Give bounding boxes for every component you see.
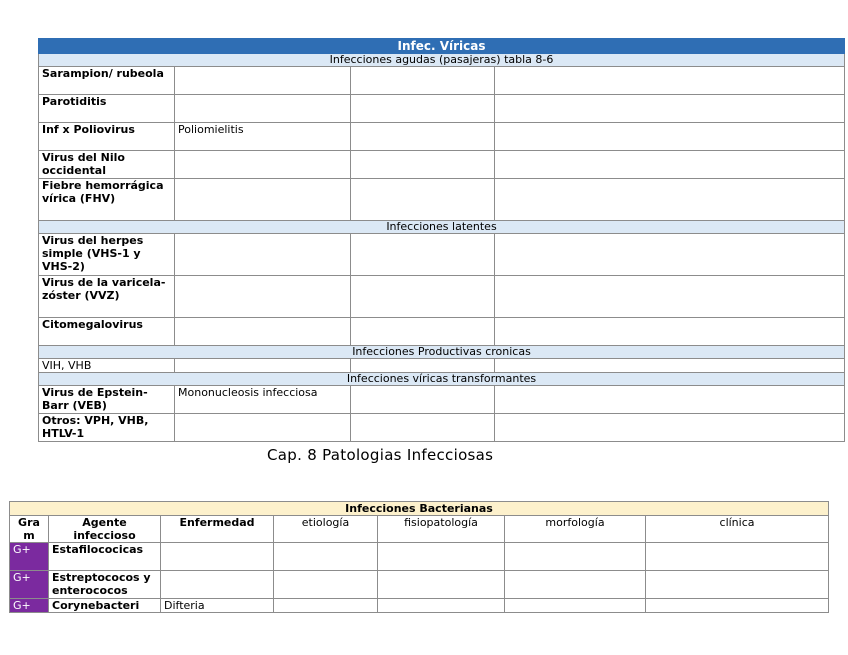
disease-cell: [175, 359, 351, 373]
bacterial-table-title: Infecciones Bacterianas: [10, 502, 829, 516]
agent-name: Corynebacteri: [49, 599, 161, 613]
empty-cell: [351, 179, 495, 221]
empty-cell: [378, 571, 505, 599]
empty-cell: [351, 414, 495, 442]
disease-cell: [161, 543, 274, 571]
bacterial-row: [10, 571, 829, 599]
empty-cell: [351, 67, 495, 95]
viral-table-title: Infec. Víricas: [39, 39, 845, 54]
empty-cell: [495, 123, 845, 151]
virus-name: Sarampion/ rubeola: [39, 67, 175, 95]
virus-name: Parotiditis: [39, 95, 175, 123]
empty-cell: [495, 414, 845, 442]
empty-cell: [495, 318, 845, 346]
empty-cell: [274, 571, 378, 599]
viral-section-header: [39, 221, 845, 234]
viral-row: [39, 179, 845, 221]
empty-cell: [646, 543, 829, 571]
section-heading: Infecciones agudas (pasajeras) tabla 8-6: [39, 54, 845, 67]
header-disease: Enfermedad: [161, 516, 274, 543]
disease-cell: [175, 234, 351, 276]
empty-cell: [351, 123, 495, 151]
empty-cell: [495, 67, 845, 95]
virus-name: Virus de Epstein-Barr (VEB): [39, 386, 175, 414]
gram-badge: G+: [10, 599, 49, 613]
virus-name: Inf x Poliovirus: [39, 123, 175, 151]
viral-row: [39, 359, 845, 373]
virus-name: Virus de la varicela-zóster (VVZ): [39, 276, 175, 318]
empty-cell: [378, 543, 505, 571]
bacterial-row: [10, 543, 829, 571]
viral-row: [39, 151, 845, 179]
virus-name: Virus del herpes simple (VHS-1 y VHS-2): [39, 234, 175, 276]
empty-cell: [505, 571, 646, 599]
empty-cell: [495, 151, 845, 179]
disease-cell: [175, 318, 351, 346]
viral-section-header: [39, 346, 845, 359]
empty-cell: [646, 599, 829, 613]
disease-cell: [175, 414, 351, 442]
header-clinical: clínica: [646, 516, 829, 543]
section-heading: Infecciones latentes: [39, 221, 845, 234]
disease-cell: [161, 571, 274, 599]
viral-row: [39, 234, 845, 276]
gram-badge: G+: [10, 571, 49, 599]
disease-cell: Poliomielitis: [175, 123, 351, 151]
disease-cell: [175, 276, 351, 318]
viral-row: [39, 123, 845, 151]
empty-cell: [505, 599, 646, 613]
agent-name: Estafilococicas: [49, 543, 161, 571]
empty-cell: [495, 276, 845, 318]
bacterial-infections-table: [9, 501, 829, 613]
viral-row: [39, 276, 845, 318]
empty-cell: [351, 151, 495, 179]
empty-cell: [351, 234, 495, 276]
viral-row: [39, 318, 845, 346]
empty-cell: [646, 571, 829, 599]
empty-cell: [274, 543, 378, 571]
virus-name: Citomegalovirus: [39, 318, 175, 346]
empty-cell: [495, 359, 845, 373]
empty-cell: [351, 318, 495, 346]
empty-cell: [495, 386, 845, 414]
bacterial-row: [10, 599, 829, 613]
virus-name: Otros: VPH, VHB, HTLV-1: [39, 414, 175, 442]
empty-cell: [495, 179, 845, 221]
viral-section-header: [39, 54, 845, 67]
viral-row: [39, 386, 845, 414]
viral-section-header: [39, 373, 845, 386]
virus-name: Fiebre hemorrágica vírica (FHV): [39, 179, 175, 221]
empty-cell: [378, 599, 505, 613]
disease-cell: [175, 179, 351, 221]
bacterial-header-row: [10, 516, 829, 543]
viral-title-row: [39, 39, 845, 54]
empty-cell: [351, 276, 495, 318]
header-agent: Agente infeccioso: [49, 516, 161, 543]
chapter-caption: Cap. 8 Patologias Infecciosas: [267, 446, 494, 464]
disease-cell: [175, 151, 351, 179]
bacterial-title-row: [10, 502, 829, 516]
disease-cell: [175, 95, 351, 123]
header-etiology: etiología: [274, 516, 378, 543]
empty-cell: [495, 234, 845, 276]
empty-cell: [495, 95, 845, 123]
header-gram: Gra m: [10, 516, 49, 543]
section-heading: Infecciones Productivas cronicas: [39, 346, 845, 359]
disease-cell: [175, 67, 351, 95]
virus-name: VIH, VHB: [39, 359, 175, 373]
section-heading: Infecciones víricas transformantes: [39, 373, 845, 386]
virus-name: Virus del Nilo occidental: [39, 151, 175, 179]
empty-cell: [505, 543, 646, 571]
empty-cell: [274, 599, 378, 613]
disease-cell: Difteria: [161, 599, 274, 613]
viral-infections-table: [38, 38, 845, 442]
viral-row: [39, 95, 845, 123]
disease-cell: Mononucleosis infecciosa: [175, 386, 351, 414]
header-pathophysiology: fisiopatología: [378, 516, 505, 543]
header-morphology: morfología: [505, 516, 646, 543]
viral-row: [39, 67, 845, 95]
gram-badge: G+: [10, 543, 49, 571]
viral-row: [39, 414, 845, 442]
empty-cell: [351, 95, 495, 123]
agent-name: Estreptococos y enterococos: [49, 571, 161, 599]
empty-cell: [351, 359, 495, 373]
empty-cell: [351, 386, 495, 414]
